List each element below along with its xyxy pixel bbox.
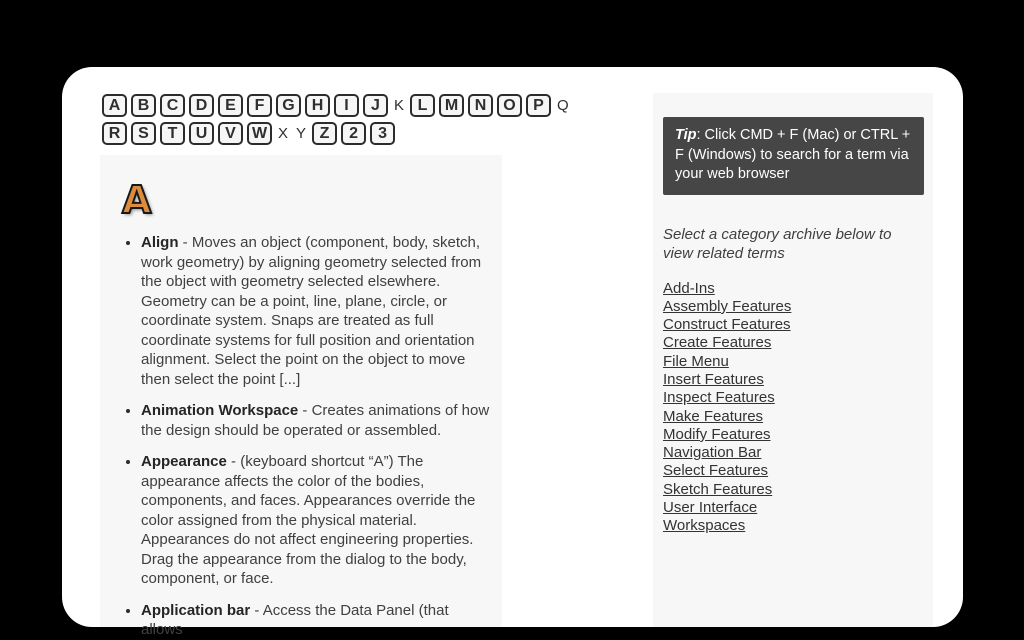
alphabet-row-1: [102, 94, 571, 117]
tip-label: Tip: [675, 127, 697, 143]
glossary-entry: [141, 401, 492, 440]
alphabet-letter-button: Q: [557, 97, 569, 114]
alphabet-letter-button[interactable]: L: [410, 94, 435, 117]
category-links: [663, 280, 923, 536]
category-note: Select a category archive below to view related terms: [663, 225, 892, 262]
category-link[interactable]: Sketch Features: [663, 480, 773, 498]
category-link[interactable]: User Interface: [663, 499, 758, 517]
category-link[interactable]: Insert Features: [663, 370, 764, 388]
category-link[interactable]: Make Features: [663, 407, 764, 425]
glossary-definition: - Moves an object (component, body, sketch, work geometry) by aligning geometry selected from the object with geometry selected elsewhere. Geometry can be a point, line, plane, circle, or coordinate system. Snaps are treated as full coordinate systems for full position and orientation alignment. Select the point on the object to move then select the point [...]: [141, 234, 482, 388]
tip-box: [663, 117, 924, 195]
category-link[interactable]: Navigation Bar: [663, 444, 762, 462]
alphabet-letter-button: K: [394, 97, 405, 114]
tip-text: : Click CMD + F (Mac) or CTRL + F (Windows) to search for a term via your web browser: [675, 127, 911, 182]
glossary-definition: - Creates animations of how the design should be operated or assembled.: [141, 402, 490, 439]
alphabet-letter-button[interactable]: J: [363, 94, 388, 117]
glossary-entry: [141, 452, 492, 589]
glossary-term: Application bar: [141, 601, 251, 619]
alphabet-letter-button[interactable]: V: [218, 122, 243, 145]
alphabet-letter-button[interactable]: H: [305, 94, 330, 117]
alphabet-letter-button[interactable]: C: [160, 94, 185, 117]
alphabet-letter-button[interactable]: Z: [312, 122, 337, 145]
glossary-definition: - Access the Data Panel (that allows: [141, 601, 449, 638]
alphabet-letter-button[interactable]: M: [439, 94, 464, 117]
category-link[interactable]: Workspaces: [663, 517, 746, 535]
alphabet-nav: [102, 94, 571, 150]
glossary-term: Appearance: [141, 453, 227, 470]
alphabet-letter-button: Y: [296, 125, 307, 142]
glossary-term: Animation Workspace: [141, 402, 299, 419]
glossary-entry: [141, 233, 492, 389]
sidebar: [653, 93, 933, 627]
section-letter-heading: A: [122, 178, 152, 222]
glossary-content: [100, 155, 502, 638]
alphabet-letter-button[interactable]: T: [160, 122, 185, 145]
alphabet-letter-button[interactable]: R: [102, 122, 127, 145]
glossary-list: [100, 233, 502, 640]
category-link[interactable]: Construct Features: [663, 316, 791, 334]
alphabet-letter-button[interactable]: S: [131, 122, 156, 145]
category-link[interactable]: Add-Ins: [663, 279, 715, 297]
glossary-definition: - (keyboard shortcut “A”) The appearance affects the color of the bodies, components, and faces. Appearances override the color assigned from the physical material. Appearances do not affect engineering properties. Drag the appearance from the dialog to the body, component, or face.: [141, 453, 476, 587]
alphabet-letter-button[interactable]: E: [218, 94, 243, 117]
alphabet-letter-button[interactable]: I: [334, 94, 359, 117]
alphabet-letter-button[interactable]: A: [102, 94, 127, 117]
category-link[interactable]: Assembly Features: [663, 297, 792, 315]
alphabet-letter-button[interactable]: W: [247, 122, 272, 145]
alphabet-letter-button[interactable]: B: [131, 94, 156, 117]
alphabet-letter-button[interactable]: 2: [341, 122, 366, 145]
alphabet-letter-button[interactable]: F: [247, 94, 272, 117]
alphabet-letter-button[interactable]: G: [276, 94, 301, 117]
category-link[interactable]: Create Features: [663, 334, 772, 352]
glossary-term: Align: [141, 234, 179, 251]
alphabet-letter-button[interactable]: N: [468, 94, 493, 117]
alphabet-letter-button[interactable]: 3: [370, 122, 395, 145]
alphabet-letter-button[interactable]: D: [189, 94, 214, 117]
category-link[interactable]: Select Features: [663, 462, 769, 480]
alphabet-letter-button: X: [278, 125, 289, 142]
category-link[interactable]: Inspect Features: [663, 389, 775, 407]
alphabet-letter-button[interactable]: U: [189, 122, 214, 145]
category-link[interactable]: File Menu: [663, 352, 729, 370]
alphabet-letter-button[interactable]: P: [526, 94, 551, 117]
glossary-entry: [141, 601, 492, 640]
alphabet-letter-button[interactable]: O: [497, 94, 522, 117]
page-card: [62, 67, 963, 638]
category-link[interactable]: Modify Features: [663, 425, 771, 443]
alphabet-row-2: [102, 122, 571, 145]
